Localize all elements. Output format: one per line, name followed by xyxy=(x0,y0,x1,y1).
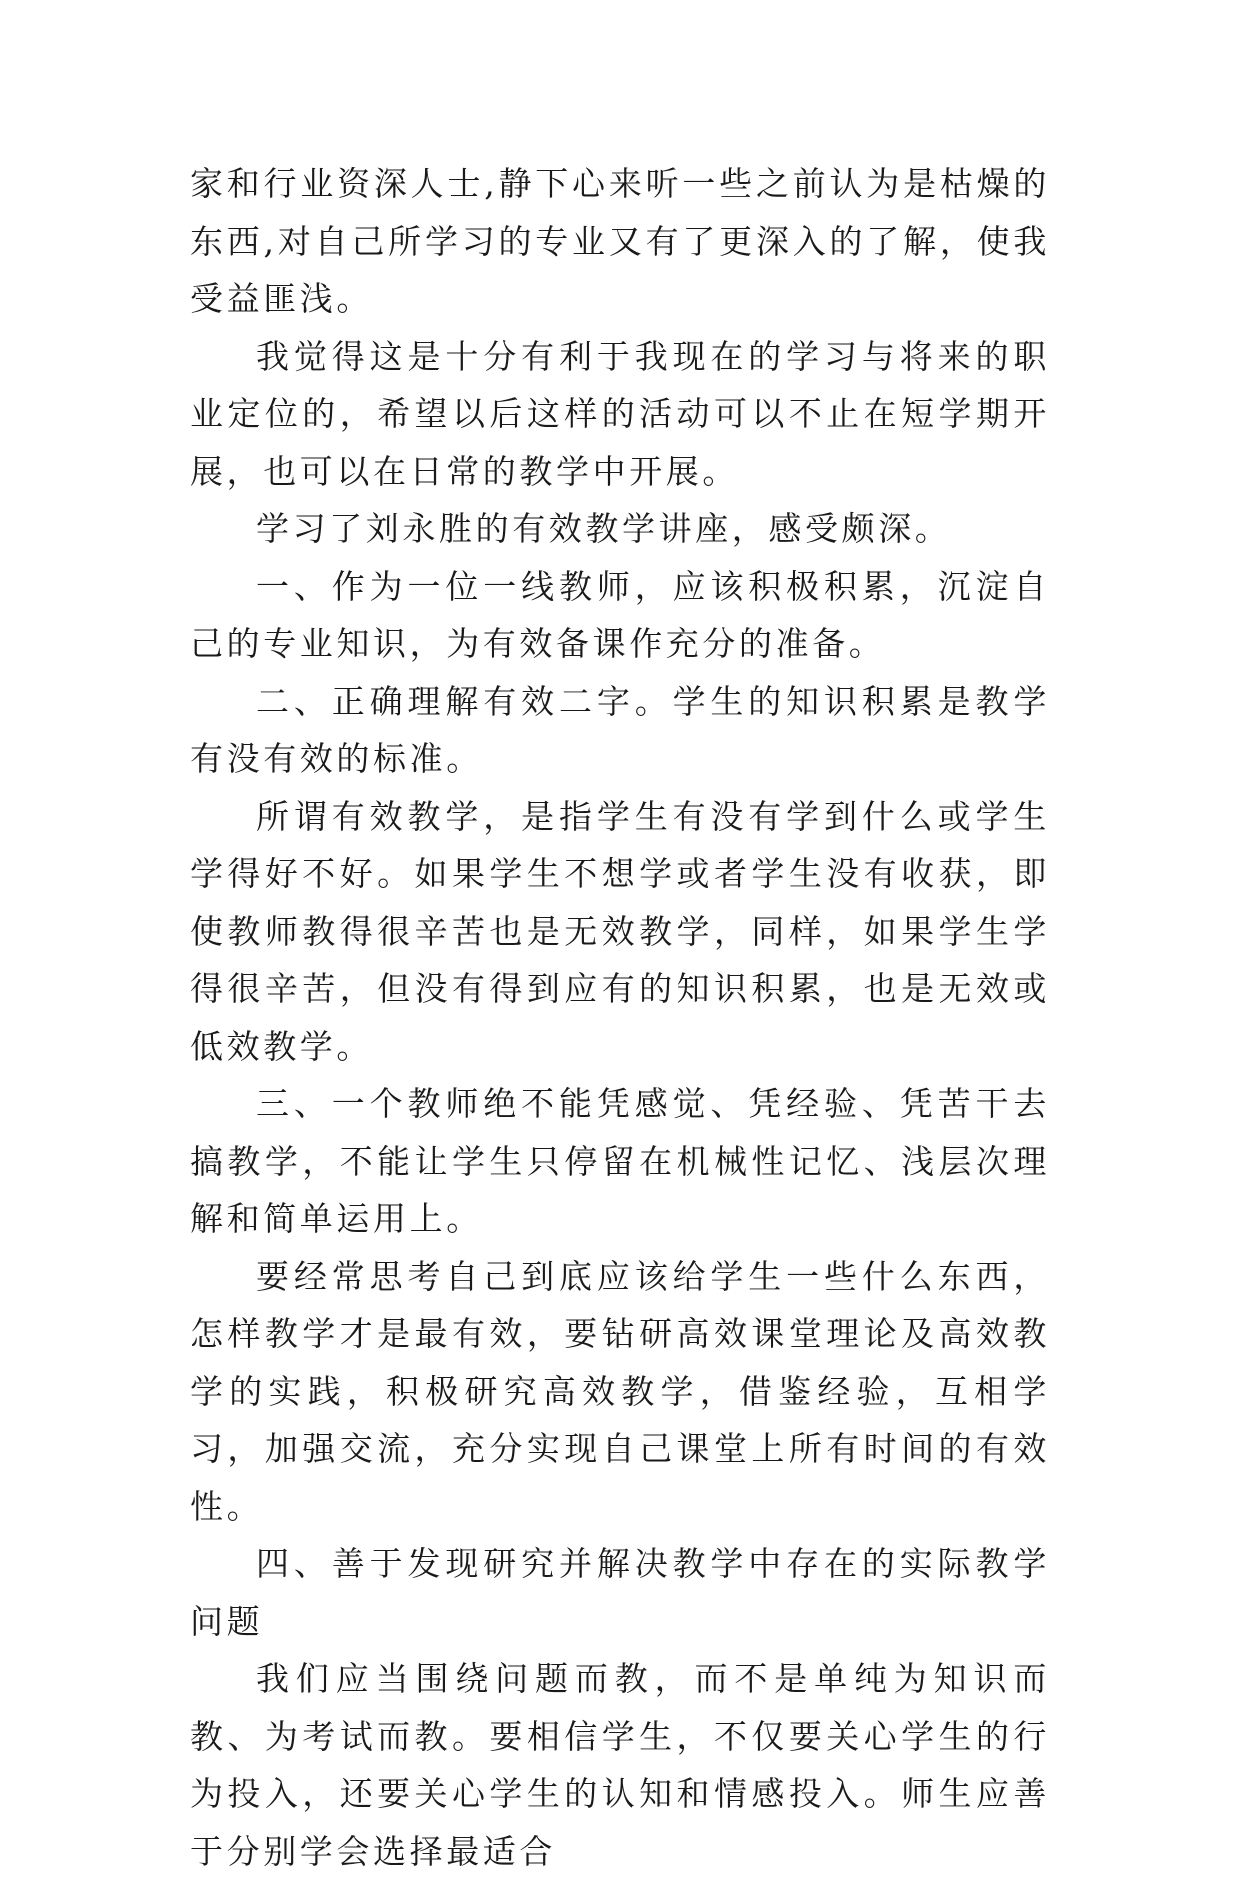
paragraph-point-four: 四、善于发现研究并解决教学中存在的实际教学问题 xyxy=(190,1544,1050,1641)
paragraph-career-positioning: 我觉得这是十分有利于我现在的学习与将来的职业定位的，希望以后这样的活动可以不止在短学期开展，也可以在日常的教学中开展。 xyxy=(190,336,1050,491)
paragraph-effective-teaching-definition: 所谓有效教学，是指学生有没有学到什么或学生学得好不好。如果学生不想学或者学生没有收获，即使教师教得很辛苦也是无效教学，同样，如果学生学得很辛苦，但没有得到应有的知识积累，也是无效或低效教学。 xyxy=(190,796,1050,1066)
paragraph-point-one: 一、作为一位一线教师，应该积极积累，沉淀自己的专业知识，为有效备课作充分的准备。 xyxy=(190,566,1050,663)
paragraph-continuation: 家和行业资深人士,静下心来听一些之前认为是枯燥的东西,对自己所学习的专业又有了更深入的了解，使我受益匪浅。 xyxy=(190,164,1050,318)
paragraph-point-two: 二、正确理解有效二字。学生的知识积累是教学有没有效的标准。 xyxy=(190,681,1050,778)
paragraph-problem-based-teaching: 我们应当围绕问题而教，而不是单纯为知识而教、为考试而教。要相信学生，不仅要关心学生的行为投入，还要关心学生的认知和情感投入。师生应善于分别学会选择最适合 xyxy=(190,1659,1050,1871)
document-body xyxy=(190,155,1050,1880)
paragraph-point-three: 三、一个教师绝不能凭感觉、凭经验、凭苦干去搞教学，不能让学生只停留在机械性记忆、浅层次理解和简单运用上。 xyxy=(190,1084,1050,1238)
paragraph-lecture-intro: 学习了刘永胜的有效教学讲座，感受颇深。 xyxy=(256,509,952,548)
paragraph-reflection: 要经常思考自己到底应该给学生一些什么东西，怎样教学才是最有效，要钻研高效课堂理论及高效教学的实践，积极研究高效教学，借鉴经验，互相学习，加强交流，充分实现自己课堂上所有时间的有效性。 xyxy=(190,1256,1050,1526)
